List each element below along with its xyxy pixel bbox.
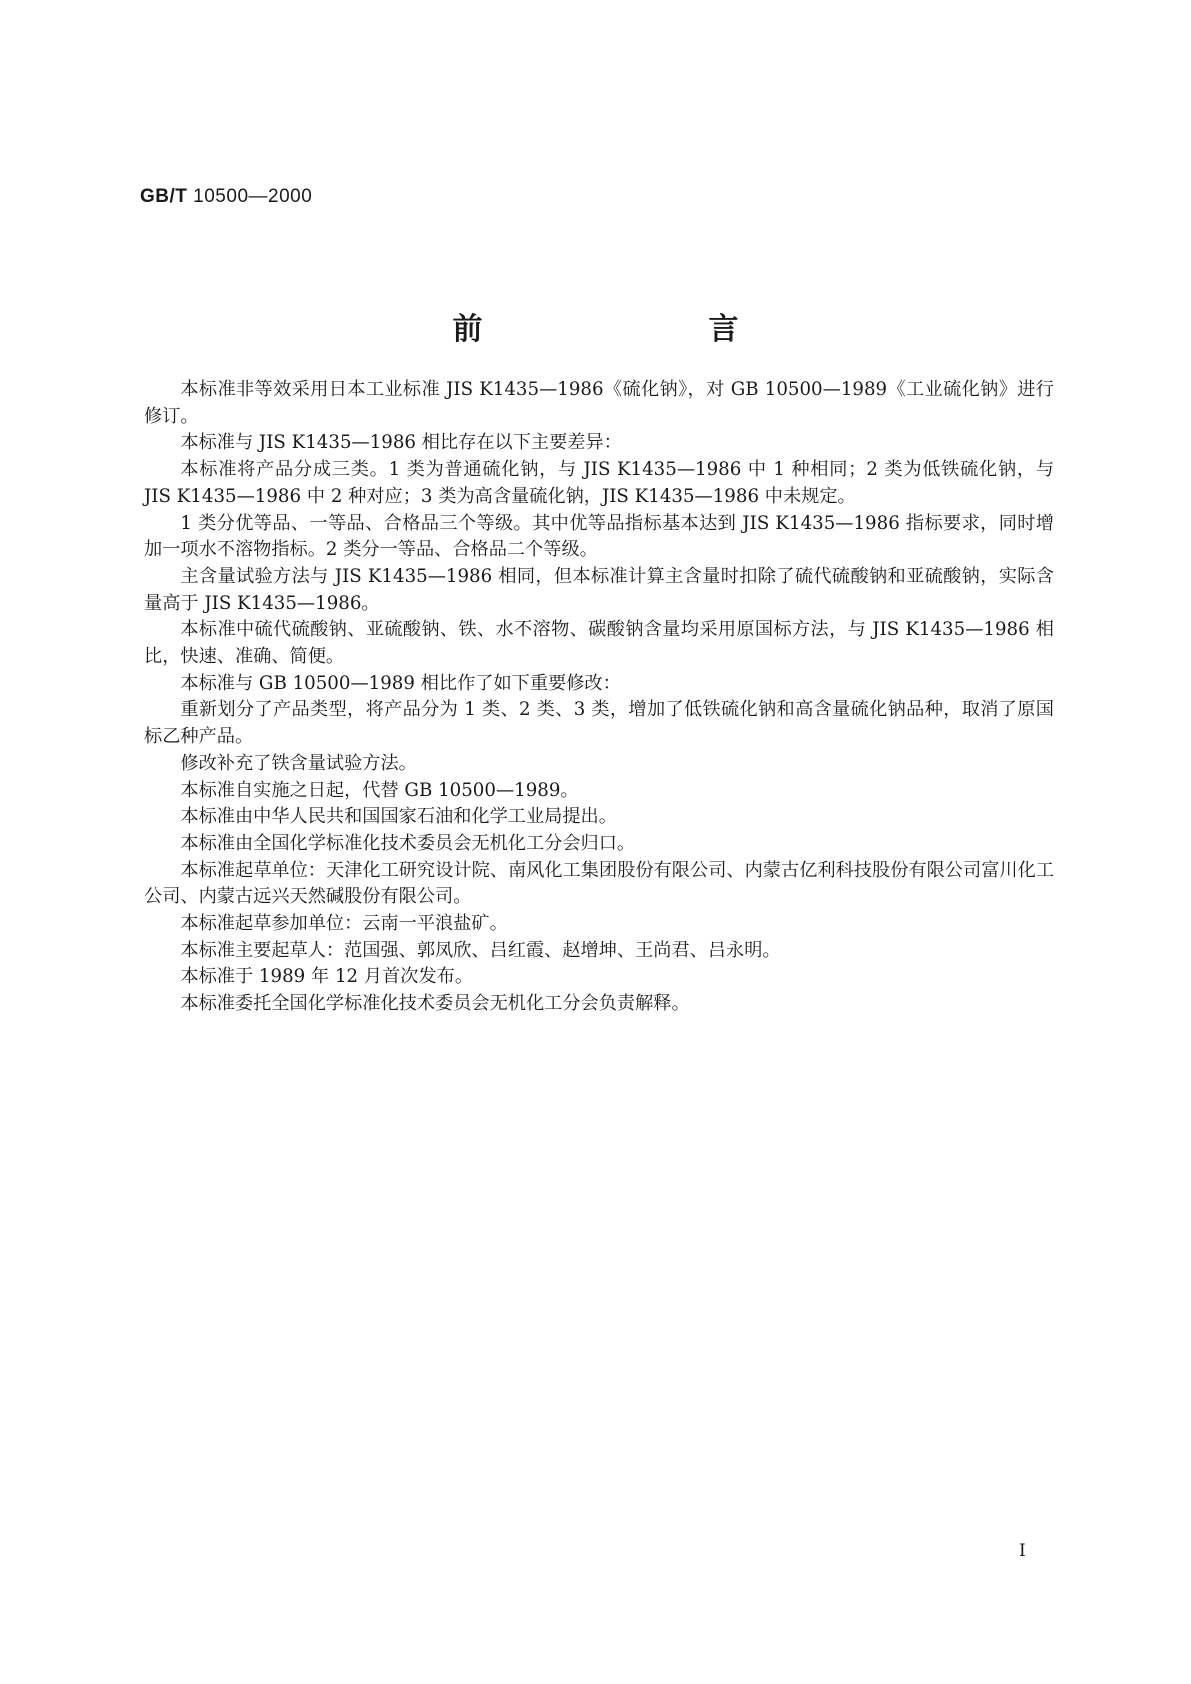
paragraph-drafting-units: 本标准起草单位：天津化工研究设计院、南风化工集团股份有限公司、内蒙古亿利科技股份有限公司富川化工公司、内蒙古远兴天然碱股份有限公司。 [144, 859, 1054, 908]
paragraph-product-classes: 本标准将产品分成三类。1 类为普通硫化钠，与 JIS K1435—1986 中 1 种相同；2 类为低铁硫化钠，与 JIS K1435—1986 中 2 种对应；3 类为高含量硫化钠，JIS K1435—1986 中未规定。 [144, 459, 1054, 507]
document-code [140, 186, 312, 208]
paragraph-differences-intro: 本标准与 JIS K1435—1986 相比存在以下主要差异： [180, 432, 622, 454]
foreword-title: 前 言 [452, 312, 837, 347]
paragraph-first-issued: 本标准于 1989 年 12 月首次发布。 [180, 966, 474, 988]
page-number: I [1019, 1541, 1026, 1561]
paragraph-test-methods: 本标准中硫代硫酸钠、亚硫酸钠、铁、水不溶物、碳酸钠含量均采用原国标方法，与 JIS K1435—1986 相比，快速、准确、简便。 [144, 619, 1054, 668]
paragraph-interpretation: 本标准委托全国化学标准化技术委员会无机化工分会负责解释。 [180, 993, 690, 1015]
paragraph-main-drafters: 本标准主要起草人：范国强、郭凤欣、吕红霞、赵增坤、王尚君、吕永明。 [180, 939, 781, 961]
paragraph-under-jurisdiction: 本标准由全国化学标准化技术委员会无机化工分会归口。 [180, 832, 636, 854]
paragraph-participating-unit: 本标准起草参加单位：云南一平浪盐矿。 [180, 913, 508, 935]
paragraph-replaces: 本标准自实施之日起，代替 GB 10500—1989。 [180, 779, 579, 801]
paragraph-changes-intro: 本标准与 GB 10500—1989 相比作了如下重要修改： [180, 672, 621, 694]
document-code-number: 10500—2000 [193, 186, 313, 207]
paragraph-grades: 1 类分优等品、一等品、合格品三个等级。其中优等品指标基本达到 JIS K1435—1986 指标要求，同时增加一项水不溶物指标。2 类分一等品、合格品二个等级。 [144, 512, 1054, 561]
paragraph-reclassification: 重新划分了产品类型，将产品分为 1 类、2 类、3 类，增加了低铁硫化钠和高含量硫化钠品种，取消了原国标乙种产品。 [144, 699, 1054, 748]
document-code-prefix: GB/T [140, 186, 188, 207]
paragraph-proposed-by: 本标准由中华人民共和国国家石油和化学工业局提出。 [180, 806, 617, 828]
paragraph-iron-method: 修改补充了铁含量试验方法。 [180, 752, 417, 774]
foreword-body [144, 377, 1054, 1018]
paragraph-adoption: 本标准非等效采用日本工业标准 JIS K1435—1986《硫化钠》，对 GB 10500—1989《工业硫化钠》进行修订。 [144, 379, 1054, 427]
paragraph-main-content-method: 主含量试验方法与 JIS K1435—1986 相同，但本标准计算主含量时扣除了硫代硫酸钠和亚硫酸钠，实际含量高于 JIS K1435—1986。 [144, 565, 1054, 614]
